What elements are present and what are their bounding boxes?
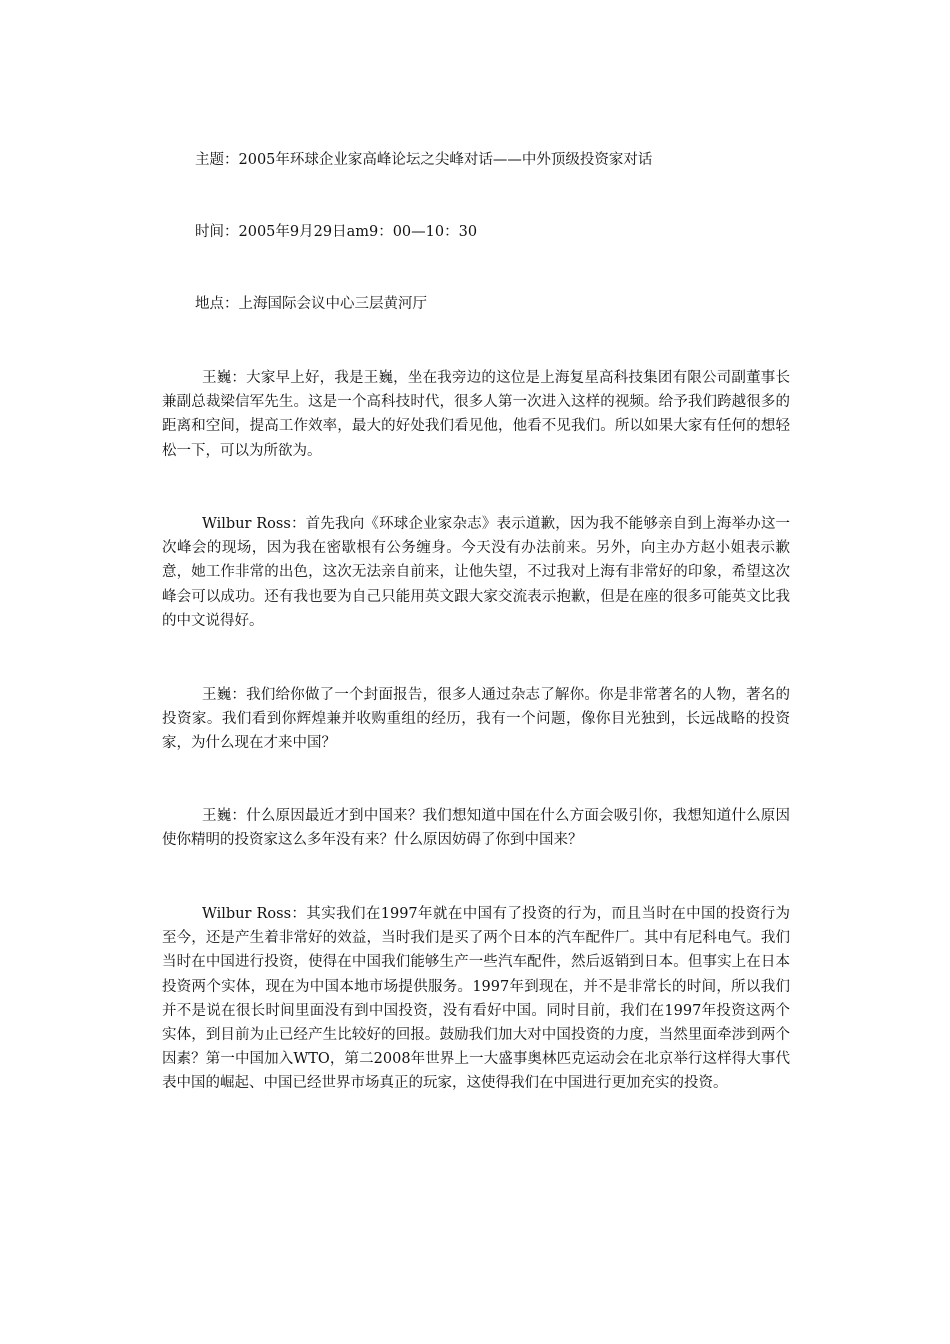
speaker-name: 王巍： [202,808,247,824]
time-label: 时间： [195,224,239,240]
topic-label: 主题： [195,152,239,168]
dialogue-paragraph-2 [162,512,790,633]
speaker-name: Wilbur Ross： [202,516,306,532]
speaker-name: 王巍： [202,687,247,703]
topic-value: 2005年环球企业家高峰论坛之尖峰对话——中外顶级投资家对话 [238,152,653,168]
dialogue-paragraph-4 [162,804,790,852]
speaker-name: Wilbur Ross： [202,906,307,922]
speech-text: 什么原因最近才到中国来？我们想知道中国在什么方面会吸引你，我想知道什么原因使你精明的投资家这么多年没有来？什么原因妨碍了你到中国来？ [162,808,791,849]
place-value: 上海国际会议中心三层黄河厅 [238,296,427,312]
place-label: 地点： [195,296,239,312]
speech-text: 大家早上好，我是王巍，坐在我旁边的这位是上海复星高科技集团有限公司副董事长兼副总裁梁信军先生。这是一个高科技时代，很多人第一次进入这样的视频。给予我们跨越很多的距离和空间，提高工作效率，最大的好处我们看见他，他看不见我们。所以如果大家有任何的想轻松一下，可以为所欲为。 [162,370,791,459]
topic-line [195,148,652,172]
speaker-name: 王巍： [202,370,247,386]
speech-text: 我们给你做了一个封面报告，很多人通过杂志了解你。你是非常著名的人物，著名的投资家。我们看到你辉煌兼并收购重组的经历，我有一个问题，像你目光独到，长远战略的投资家，为什么现在才来中国？ [162,687,791,752]
time-line [195,220,477,244]
dialogue-paragraph-3 [162,683,790,756]
time-value: 2005年9月29日am9：00—10：30 [238,224,478,240]
dialogue-paragraph-5 [162,902,790,1096]
dialogue-paragraph-1 [162,366,790,463]
speech-text: 首先我向《环球企业家杂志》表示道歉，因为我不能够亲自到上海举办这一次峰会的现场，因为我在密歇根有公务缠身。今天没有办法前来。另外，向主办方赵小姐表示歉意，她工作非常的出色，这次无法亲自前来，让他失望，不过我对上海有非常好的印象，希望这次峰会可以成功。还有我也要为自己只能用英文跟大家交流表示抱歉，但是在座的很多可能英文比我的中文说得好。 [162,516,790,629]
place-line [195,292,427,316]
speech-text: 其实我们在1997年就在中国有了投资的行为，而且当时在中国的投资行为至今，还是产生着非常好的效益，当时我们是买了两个日本的汽车配件厂。其中有尼科电气。我们当时在中国进行投资，使得在中国我们能够生产一些汽车配件，然后返销到日本。但事实上在日本投资两个实体，现在为中国本地市场提供服务。1997年到现在，并不是非常长的时间，所以我们并不是说在很长时间里面没有到中国投资，没有看好中国。同时目前，我们在1997年投资这两个实体，到目前为止已经产生比较好的回报。鼓励我们加大对中国投资的力度，当然里面牵涉到两个因素？第一中国加入WTO，第二2008年世界上一大盛事奥林匹克运动会在北京举行这样得大事代表中国的崛起、中国已经世界市场真正的玩家，这使得我们在中国进行更加充实的投资。 [162,906,790,1092]
